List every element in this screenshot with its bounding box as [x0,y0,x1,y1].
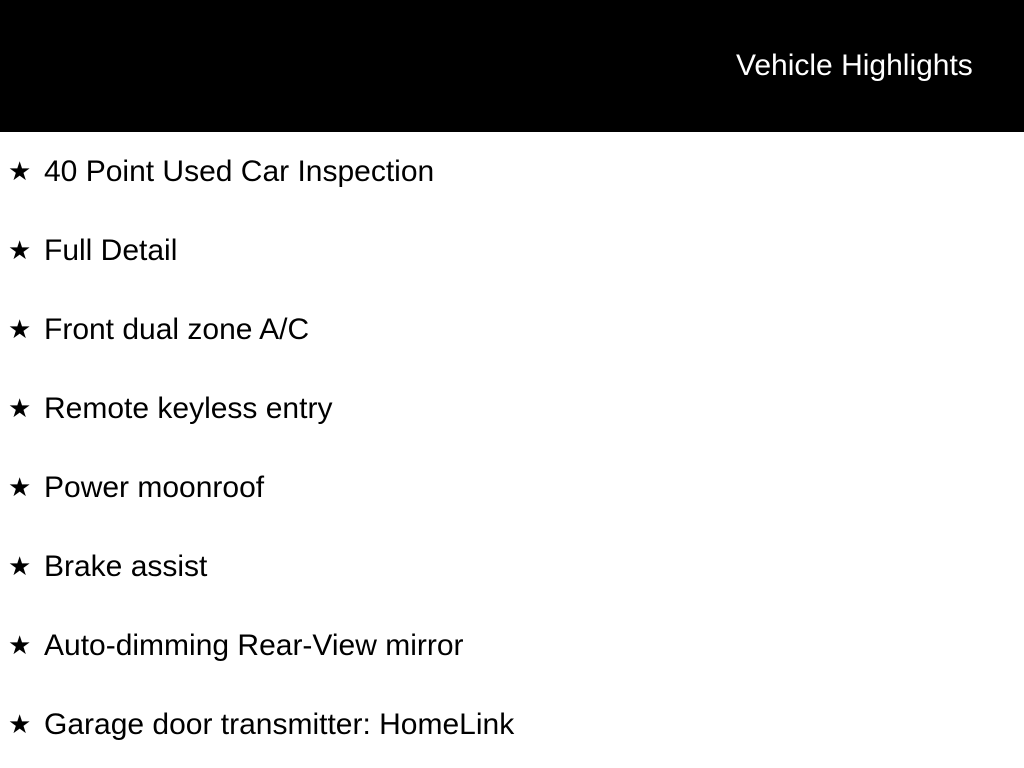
star-bullet-icon: ★ [8,393,32,424]
list-item-label: Auto-dimming Rear-View mirror [44,628,464,662]
list-item-label: Full Detail [44,233,178,267]
list-item-label: Front dual zone A/C [44,312,310,346]
list-item [0,527,1024,606]
list-item [0,369,1024,448]
list-item-label: Remote keyless entry [44,391,333,425]
star-bullet-icon: ★ [8,314,32,345]
list-item [0,290,1024,369]
star-bullet-icon: ★ [8,472,32,503]
list-item [0,448,1024,527]
list-item-label: Power moonroof [44,470,265,504]
star-bullet-icon: ★ [8,235,32,266]
highlights-list [0,132,1024,764]
page-title: Vehicle Highlights [736,49,973,82]
star-bullet-icon: ★ [8,630,32,661]
list-item [0,685,1024,764]
star-bullet-icon: ★ [8,709,32,740]
list-item [0,211,1024,290]
star-bullet-icon: ★ [8,156,32,187]
star-bullet-icon: ★ [8,551,32,582]
list-item [0,132,1024,211]
list-item [0,606,1024,685]
list-item-label: Garage door transmitter: HomeLink [44,707,515,741]
list-item-label: 40 Point Used Car Inspection [44,154,435,188]
list-item-label: Brake assist [44,549,208,583]
header [0,0,1024,132]
